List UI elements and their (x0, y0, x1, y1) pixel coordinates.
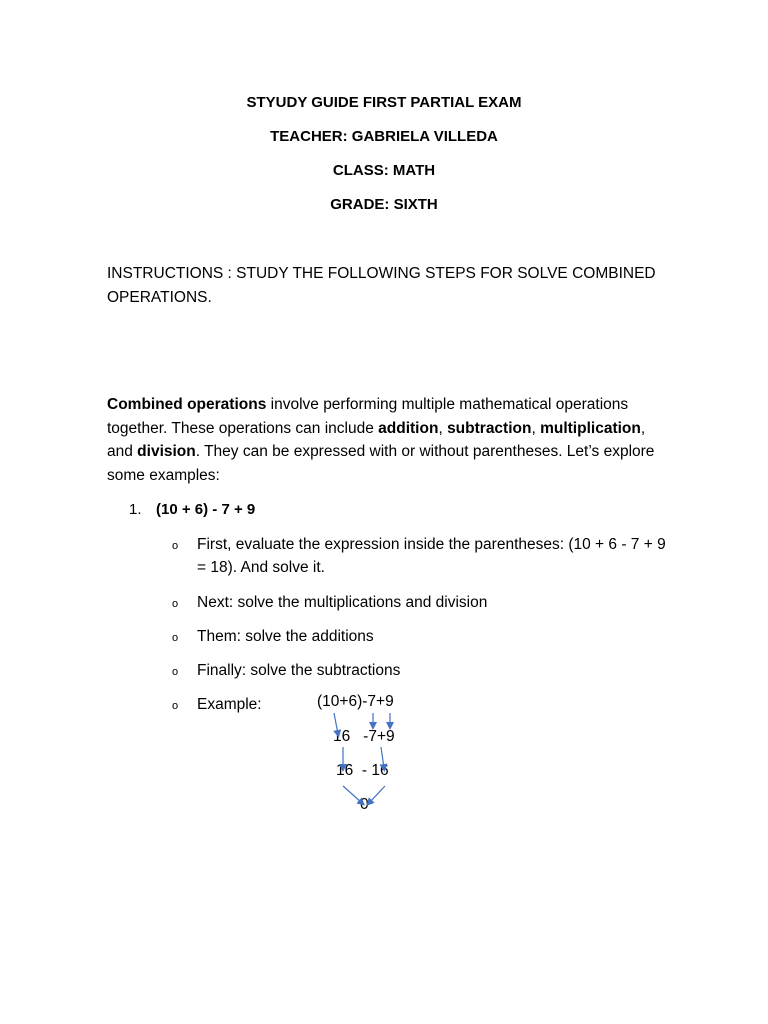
arrow-line (334, 713, 338, 734)
grade-line: GRADE: SIXTH (330, 196, 438, 213)
term-subtraction: subtraction (447, 419, 532, 437)
bullet-marker: o (172, 666, 179, 678)
bullet-marker: o (172, 700, 179, 712)
bullet-example: Example: (197, 696, 262, 713)
example-line-3: 16 - 16 (336, 762, 389, 779)
bullet-them: Them: solve the additions (197, 628, 374, 645)
term-addition: addition (378, 419, 439, 437)
example-line-2: 16 -7+9 (333, 728, 395, 745)
bullet-marker: o (172, 598, 179, 610)
term-multiplication: multiplication (540, 419, 641, 437)
bullet-first: First, evaluate the expression inside the parentheses: (10 + 6 - 7 + 9 = 18). And solve it. (197, 536, 666, 576)
intro-comma-3: , and (107, 419, 646, 460)
bullet-marker: o (172, 540, 179, 552)
list-number: 1. (129, 501, 142, 518)
intro-text-2: . They can be expressed with or without parentheses. Let’s explore some examples: (107, 443, 655, 484)
term-division: division (137, 443, 196, 460)
arrow-line (343, 786, 362, 803)
example-line-1: (10+6)-7+9 (317, 693, 394, 710)
class-line: CLASS: MATH (332, 162, 436, 179)
intro-comma-2: , (531, 419, 541, 437)
arrow-line (369, 786, 385, 803)
bullet-marker: o (172, 632, 179, 644)
list-expression: (10 + 6) - 7 + 9 (156, 501, 256, 518)
arrow-line (381, 747, 384, 768)
instructions: INSTRUCTIONS : STUDY THE FOLLOWING STEPS FOR SOLVE COMBINED OPERATIONS. (107, 265, 656, 306)
bullet-next: Next: solve the multiplications and division (197, 594, 488, 611)
term-combined-operations: Combined operations (107, 396, 267, 413)
example-result: 0 (360, 796, 369, 813)
intro-text-1: involve performing multiple mathematical operations together. These operations can include (107, 396, 629, 437)
bullet-finally: Finally: solve the subtractions (197, 662, 401, 679)
title: STYUDY GUIDE FIRST PARTIAL EXAM (246, 94, 522, 111)
intro-comma-1: , (438, 419, 448, 437)
teacher-line: TEACHER: GABRIELA VILLEDA (270, 128, 498, 145)
